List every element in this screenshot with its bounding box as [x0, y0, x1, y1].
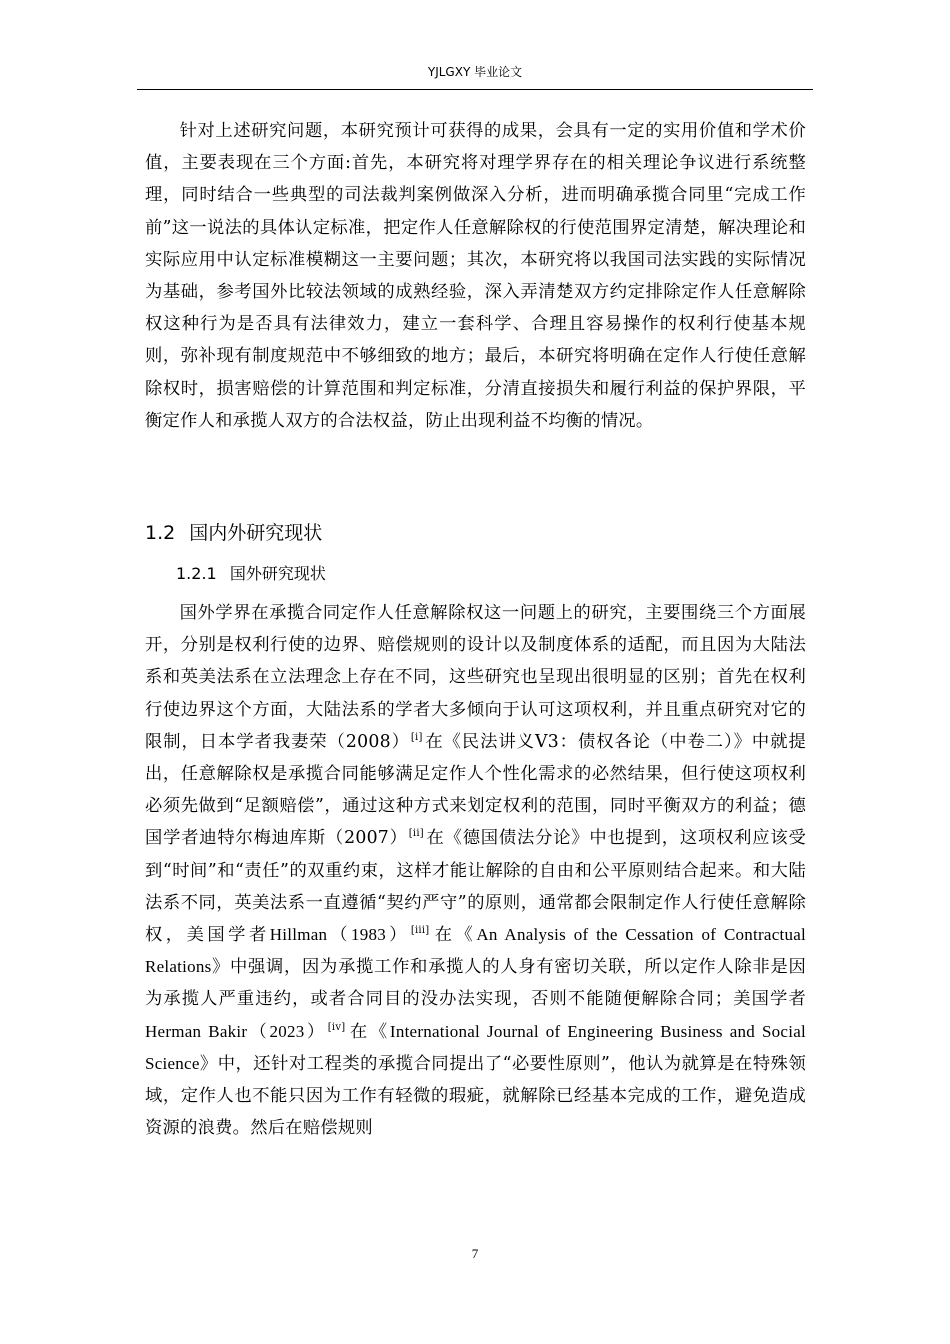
subsection-title: 国外研究现状 [229, 564, 326, 584]
section-title: 国内外研究现状 [189, 522, 323, 545]
citation-ref-1: [i] [410, 731, 423, 743]
header-title: YJLGXY 毕业论文 [427, 65, 523, 79]
page-number: 7 [471, 1246, 479, 1261]
text-segment: 国外学界在承揽合同定作人任意解除权这一问题上的研究，主要围绕三个方面展开，分别是权利行使的边界、赔偿规则的设计以及制度体系的适配，而且因为大陆法系和英美法系在立法理念上存在不同，这些研究也呈现出很明显的区别；首先在权利行使边界这个方面，大陆法系的学者大多倾向于认可这项权利，并且重点研究对它的限制，日本学者我妻荣（2008） [145, 603, 806, 752]
paragraph-research-outcomes: 针对上述研究问题，本研究预计可获得的成果，会具有一定的实用价值和学术价值，主要表现在三个方面:首先，本研究将对理学界存在的相关理论争议进行系统整理，同时结合一些典型的司法裁判案例做深入分析，进而明确承揽合同里“完成工作前”这一说法的具体认定标准，把定作人任意解除权的行使范围界定清楚，解决理论和实际应用中认定标准模糊这一主要问题；其次，本研究将以我国司法实践的实际情况为基础，参考国外比较法领域的成熟经验，深入弄清楚双方约定排除定作人任意解除权这种行为是否具有法律效力，建立一套科学、合理且容易操作的权利行使基本规则，弥补现有制度规范中不够细致的地方；最后，本研究将明确在定作人行使任意解除权时，损害赔偿的计算范围和判定标准，分清直接损失和履行利益的保护界限，平衡定作人和承揽人双方的合法权益，防止出现利益不均衡的情况。 [145, 121, 806, 431]
text-segment: 在《 [347, 1021, 390, 1042]
subsection-heading [176, 559, 806, 589]
work-title: An Analysis of the Cessation of Contractual Relations [145, 925, 806, 977]
paragraph-foreign-research [145, 597, 806, 1144]
text-segment: 》中，还针对工程类的承揽合同提出了“必要性原则”，他认为就算是在特殊领域，定作人也不能只因为工作有轻微的瑕疵，就解除已经基本完成的工作，避免造成资源的浪费。然后在赔偿规则 [145, 1053, 806, 1139]
text-segment: 在《德国债法分论》中也提到，这项权利应该受到“时间”和“责任”的双重约束，这样才能让解除的自由和公平原则结合起来。和大陆法系不同，英美法系一直遵循“契约严守”的原则，通常都会限制定作人行使任意解除权，美国学者 [145, 828, 806, 946]
citation-ref-3: [iii] [410, 925, 430, 937]
text-segment: 在《 [431, 925, 477, 946]
section-number: 1.2 [145, 522, 176, 545]
subsection-number: 1.2.1 [176, 564, 217, 584]
text-segment: 》中强调，因为承揽工作和承揽人的人身有密切关联，所以定作人除非是因为承揽人严重违约，或者合同目的没办法实现，否则不能随便解除合同；美国学者 [145, 957, 806, 1010]
document-body [145, 115, 806, 1144]
author-name: Herman Bakir（2023） [145, 1021, 327, 1041]
author-name: Hillman（1983） [269, 925, 410, 945]
work-title: International Journal of Engineering Business and Social Science [145, 1021, 806, 1073]
text-segment: 在《民法讲义V3：债权各论（中卷二）》中就提出，任意解除权是承揽合同能够满足定作人个性化需求的必然结果，但行使这项权利必须先做到“足额赔偿”，通过这种方式来划定权利的范围，同时平衡双方的利益；德国学者迪特尔梅迪库斯（2007） [145, 731, 806, 849]
citation-ref-2: [ii] [408, 828, 424, 840]
section-heading [145, 517, 806, 549]
citation-ref-4: [iv] [327, 1021, 346, 1033]
page-header [137, 63, 813, 90]
